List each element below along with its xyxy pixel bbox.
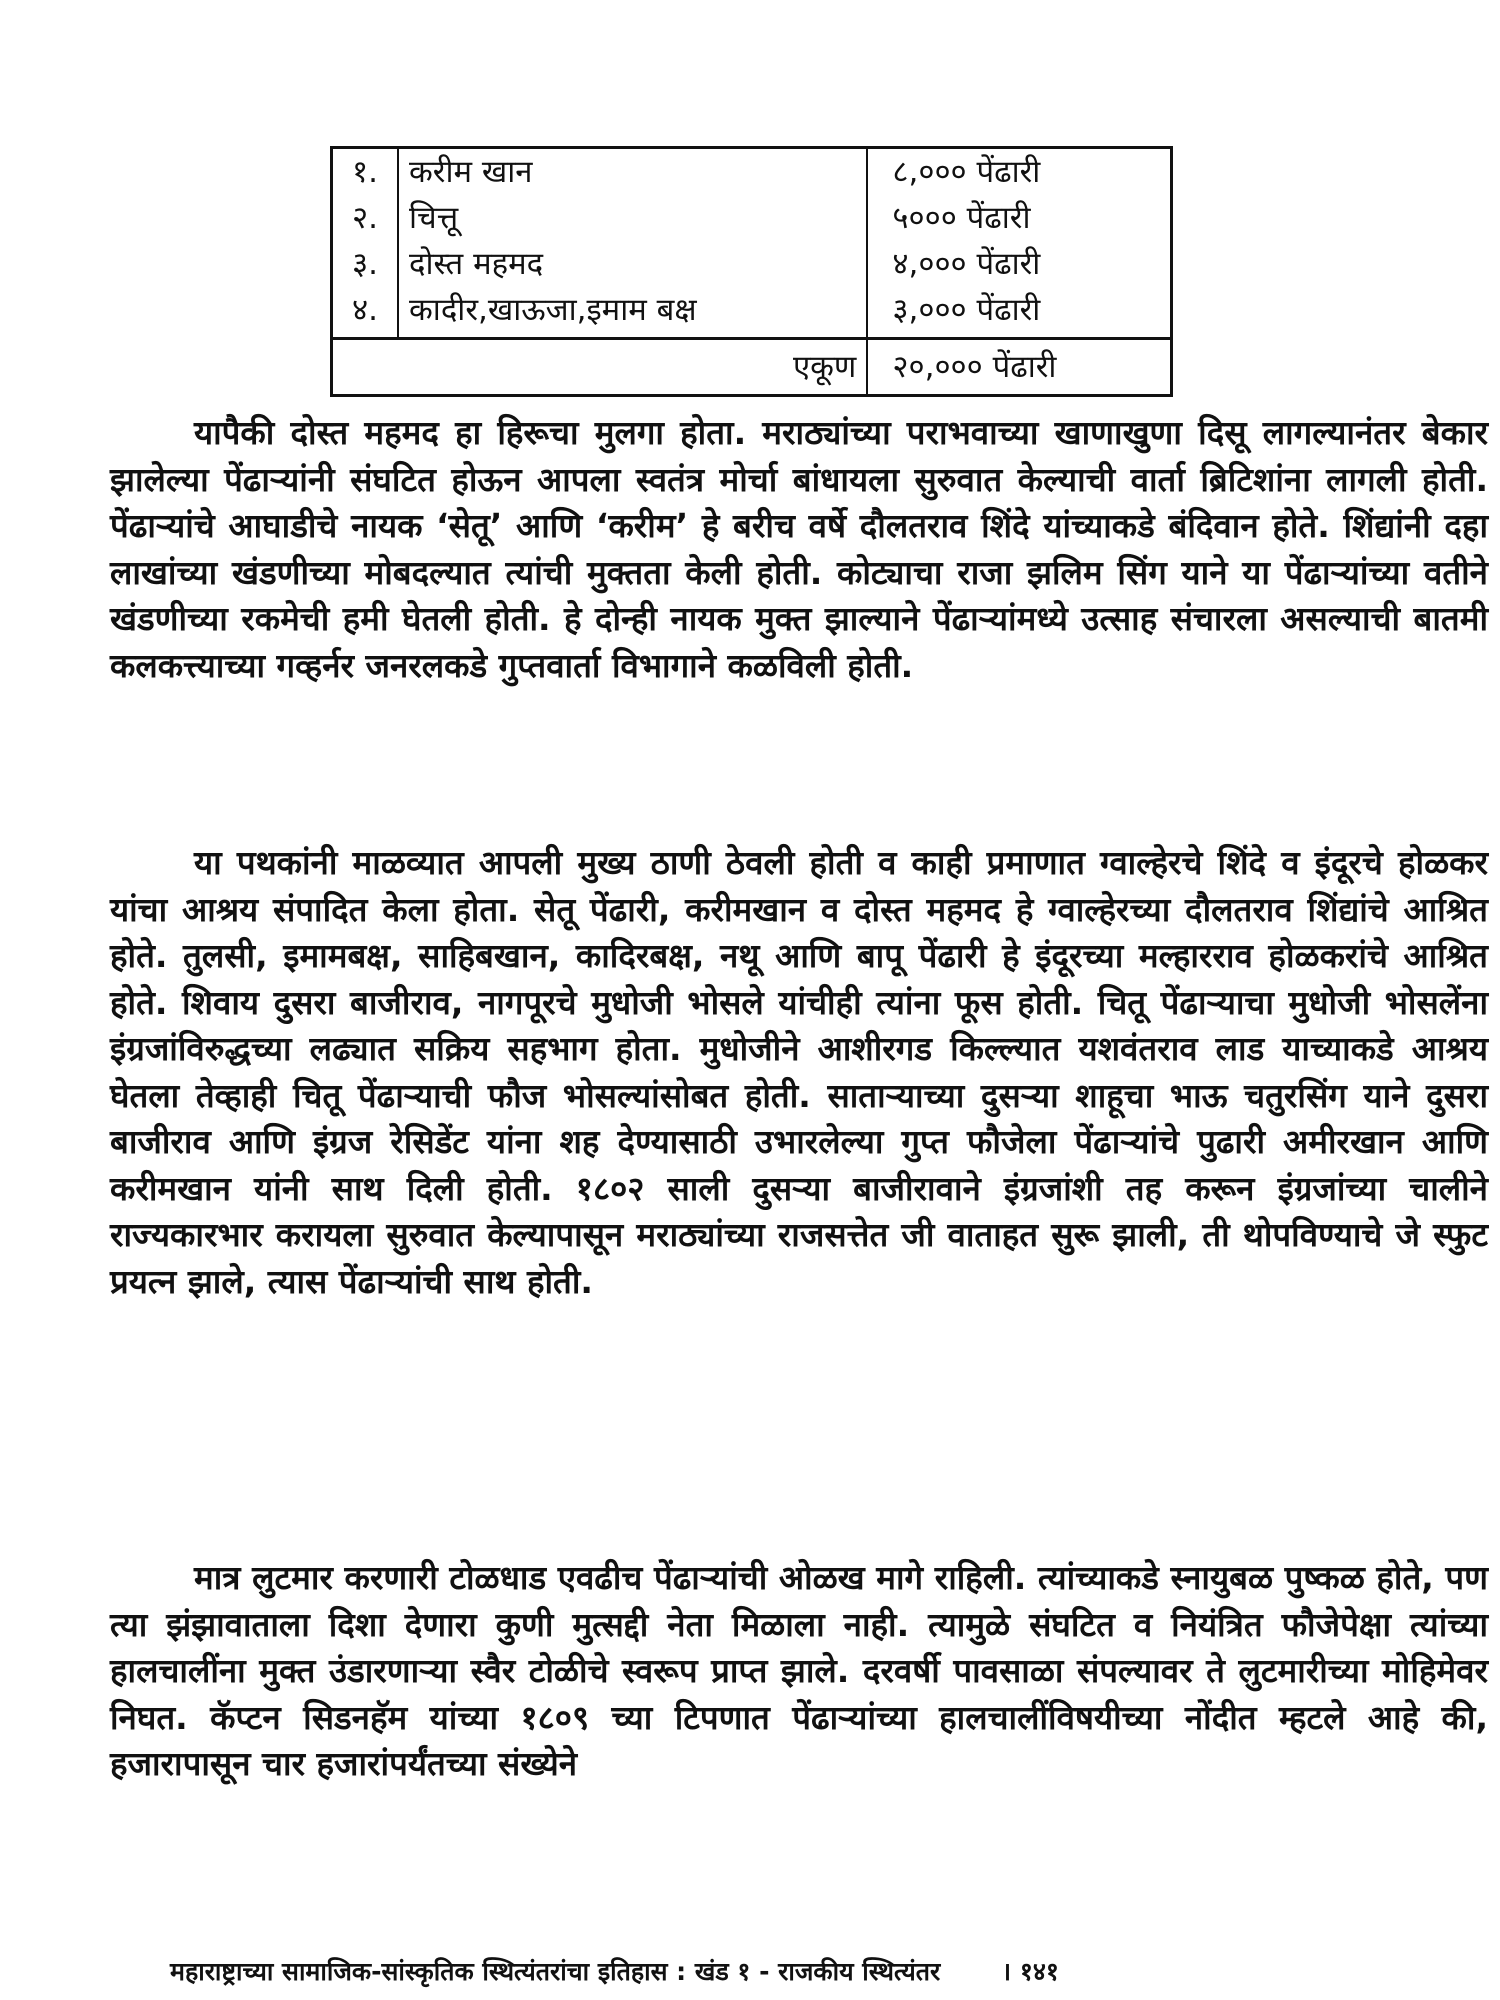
paragraph: यापैकी दोस्त महमद हा हिरूचा मुलगा होता. मराठ्यांच्या पराभवाच्या खाणाखुणा दिसू लागल्यानंतर बेकार झालेल्या पेंढाऱ्यांनी संघटित होऊन आपला स्वतंत्र मोर्चा बांधायला सुरुवात केल्याची वार्ता ब्रिटिशांना लागली होती. पेंढाऱ्यांचे आघाडीचे नायक ‘सेतू’ आणि ‘करीम’ हे बरीच वर्षे दौलतराव शिंदे यांच्याकडे बंदिवान होते. शिंद्यांनी दहा लाखांच्या खंडणीच्या मोबदल्यात त्यांची मुक्तता केली होती. कोट्याचा राजा झलिम सिंग याने या पेंढाऱ्यांच्या वतीने खंडणीच्या रकमेची हमी घेतली होती. हे दोन्ही नायक मुक्त झाल्याने पेंढाऱ्यांमध्ये उत्साह संचारला असल्याची बातमी कलकत्त्याच्या गव्हर्नर जनरलकडे गुप्तवार्ता विभागाने कळविली होती.: [110, 413, 1488, 685]
row-number: ४.: [332, 287, 399, 339]
row-number: १.: [332, 148, 399, 196]
table-row: [332, 148, 1172, 196]
table-total-row: [332, 339, 1172, 396]
pindari-count: ८,००० पेंढारी: [892, 154, 1041, 190]
table-row: [332, 287, 1172, 339]
paragraph: या पथकांनी माळव्यात आपली मुख्य ठाणी ठेवली होती व काही प्रमाणात ग्वाल्हेरचे शिंदे व इंदूरचे होळकर यांचा आश्रय संपादित केला होता. सेतू पेंढारी, करीमखान व दोस्त महमद हे ग्वाल्हेरच्या दौलतराव शिंद्यांचे आश्रित होते. तुलसी, इमामबक्ष, साहिबखान, कादिरबक्ष, नथू आणि बापू पेंढारी हे इंदूरच्या मल्हारराव होळकरांचे आश्रित होते. शिवाय दुसरा बाजीराव, नागपूरचे मुधोजी भोसले यांचीही त्यांना फूस होती. चितू पेंढाऱ्याचा मुधोजी भोसलेंना इंग्रजांविरुद्धच्या लढ्यात सक्रिय सहभाग होता. मुधोजीने आशीरगड किल्ल्यात यशवंतराव लाड याच्याकडे आश्रय घेतला तेव्हाही चितू पेंढाऱ्याची फौज भोसल्यांसोबत होती. साताऱ्याच्या दुसऱ्या शाहूचा भाऊ चतुरसिंग याने दुसरा बाजीराव आणि इंग्रज रेसिडेंट यांना शह देण्यासाठी उभारलेल्या गुप्त फौजेला पेंढाऱ्यांचे पुढारी अमीरखान आणि करीमखान यांनी साथ दिली होती. १८०२ साली दुसऱ्या बाजीरावाने इंग्रजांशी तह करून इंग्रजांच्या चालीने राज्यकारभार करायला सुरुवात केल्यापासून मराठ्यांच्या राजसत्तेत जी वाताहत सुरू झाली, ती थोपविण्याचे जे स्फुट प्रयत्न झाले, त्यास पेंढाऱ्यांची साथ होती.: [110, 843, 1488, 1301]
leader-name: करीम खान: [398, 148, 867, 196]
pindari-count: ५००० पेंढारी: [892, 200, 1031, 236]
total-value: २०,००० पेंढारी: [867, 339, 1171, 396]
leader-name: चित्तू: [398, 195, 867, 241]
total-label: एकूण: [332, 339, 868, 396]
book-title: महाराष्ट्राच्या सामाजिक-सांस्कृतिक स्थित्यंतरांचा इतिहास : खंड १ - राजकीय स्थित्यंतर: [170, 1957, 941, 1986]
pindari-count: ३,००० पेंढारी: [892, 292, 1041, 328]
row-number: ३.: [332, 241, 399, 287]
pindari-count: ४,००० पेंढारी: [892, 246, 1041, 282]
table-row: [332, 195, 1172, 241]
leader-name: दोस्त महमद: [398, 241, 867, 287]
table-row: [332, 241, 1172, 287]
page-number: । १४१: [1001, 1957, 1059, 1986]
leader-name: कादीर,खाऊजा,इमाम बक्ष: [398, 287, 867, 339]
paragraph: मात्र लुटमार करणारी टोळधाड एवढीच पेंढाऱ्यांची ओळख मागे राहिली. त्यांच्याकडे स्नायुबळ पुष्कळ होते, पण त्या झंझावाताला दिशा देणारा कुणी मुत्सद्दी नेता मिळाला नाही. त्यामुळे संघटित व नियंत्रित फौजेपेक्षा त्यांच्या हालचालींना मुक्त उंडारणाऱ्या स्वैर टोळीचे स्वरूप प्राप्त झाले. दरवर्षी पावसाळा संपल्यावर ते लुटमारीच्या मोहिमेवर निघत. कॅप्टन सिडनहॅम यांच्या १८०९ च्या टिपणात पेंढाऱ्यांच्या हालचालींविषयीच्या नोंदीत म्हटले आहे की, हजारापासून चार हजारांपर्यंतच्या संख्येने: [110, 1558, 1488, 1783]
row-number: २.: [332, 195, 399, 241]
page-footer: [170, 1955, 1490, 1989]
pindari-strength-table: [330, 146, 1173, 397]
